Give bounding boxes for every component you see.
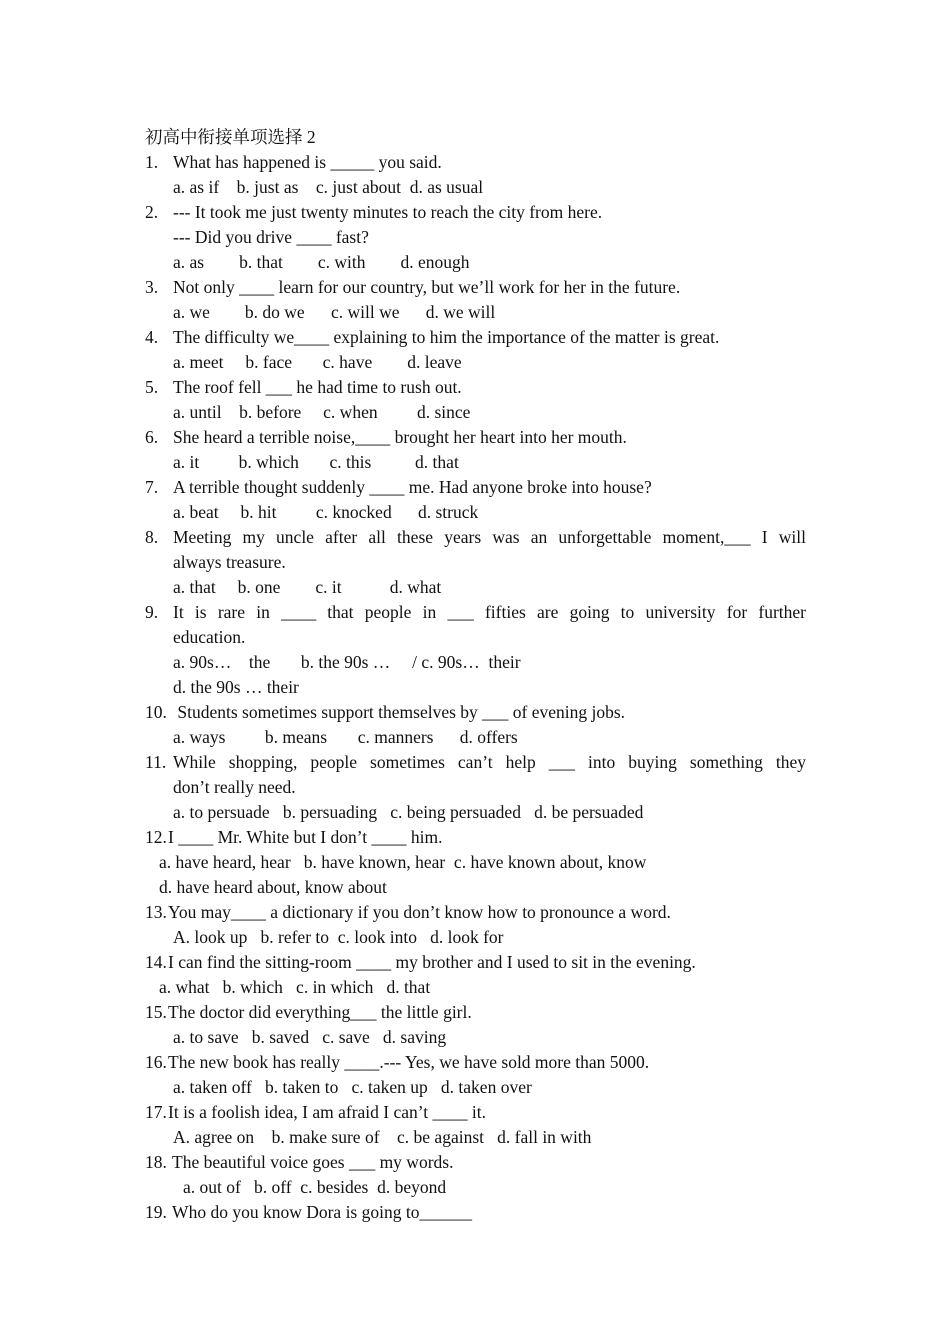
document-title: 初高中衔接单项选择 2 xyxy=(145,127,316,147)
question-text: It is a foolish idea, I am afraid I can’t ____ it. xyxy=(168,1102,486,1122)
question-text: The new book has really ____.--- Yes, we have sold more than 5000. xyxy=(168,1052,650,1072)
question-number: 4. xyxy=(145,327,159,347)
question-text: You may____ a dictionary if you don’t know how to pronounce a word. xyxy=(168,902,671,922)
question-number: 2. xyxy=(145,202,159,222)
question-number: 11. xyxy=(145,752,167,772)
question-text: I can find the sitting-room ____ my brother and I used to sit in the evening. xyxy=(168,952,696,972)
question-options-continued: d. have heard about, know about xyxy=(159,877,387,897)
question-options: a. meet b. face c. have d. leave xyxy=(173,352,462,372)
question-number: 7. xyxy=(145,477,159,497)
question-options: A. look up b. refer to c. look into d. look for xyxy=(173,927,504,947)
question-text: The roof fell ___ he had time to rush out. xyxy=(173,377,462,397)
question-options: a. until b. before c. when d. since xyxy=(173,402,471,422)
question-options: a. we b. do we c. will we d. we will xyxy=(173,302,496,322)
question-text: She heard a terrible noise,____ brought her heart into her mouth. xyxy=(173,427,627,447)
question-text-continued: --- Did you drive ____ fast? xyxy=(173,227,369,247)
question-options: a. as if b. just as c. just about d. as usual xyxy=(173,177,484,197)
question-number: 13. xyxy=(145,902,167,922)
question-options: a. taken off b. taken to c. taken up d. taken over xyxy=(173,1077,532,1097)
question-options-continued: d. the 90s … their xyxy=(173,677,299,697)
question-number: 15. xyxy=(145,1002,167,1022)
question-text-continued: always treasure. xyxy=(173,552,286,572)
question-options: a. have heard, hear b. have known, hear c. have known about, know xyxy=(159,852,647,872)
question-text: Students sometimes support themselves by ___ of evening jobs. xyxy=(173,702,626,722)
question-text: Meeting my uncle after all these years was an unforgettable moment,___ I will xyxy=(173,527,806,547)
question-text: The beautiful voice goes ___ my words. xyxy=(168,1152,454,1172)
question-number: 3. xyxy=(145,277,159,297)
question-number: 8. xyxy=(145,527,159,547)
question-options: a. beat b. hit c. knocked d. struck xyxy=(173,502,479,522)
question-text: Who do you know Dora is going to______ xyxy=(168,1202,472,1222)
question-text-continued: don’t really need. xyxy=(173,777,296,797)
question-number: 19. xyxy=(145,1202,167,1222)
question-options: a. what b. which c. in which d. that xyxy=(159,977,431,997)
question-number: 5. xyxy=(145,377,159,397)
question-text: The difficulty we____ explaining to him the importance of the matter is great. xyxy=(173,327,720,347)
question-options: a. out of b. off c. besides d. beyond xyxy=(183,1177,447,1197)
question-number: 10. xyxy=(145,702,167,722)
question-text: What has happened is _____ you said. xyxy=(173,152,442,172)
question-number: 1. xyxy=(145,152,159,172)
question-options: a. to persuade b. persuading c. being persuaded d. be persuaded xyxy=(173,802,644,822)
question-options: A. agree on b. make sure of c. be against d. fall in with xyxy=(173,1127,592,1147)
question-options: a. as b. that c. with d. enough xyxy=(173,252,470,272)
question-number: 6. xyxy=(145,427,159,447)
question-number: 18. xyxy=(145,1152,167,1172)
question-number: 17. xyxy=(145,1102,167,1122)
question-options: a. that b. one c. it d. what xyxy=(173,577,442,597)
question-options: a. 90s… the b. the 90s … / c. 90s… their xyxy=(173,652,521,672)
question-number: 14. xyxy=(145,952,167,972)
question-text: While shopping, people sometimes can’t help ___ into buying something they xyxy=(173,752,806,772)
question-text: A terrible thought suddenly ____ me. Had anyone broke into house? xyxy=(173,477,652,497)
question-text: Not only ____ learn for our country, but we’ll work for her in the future. xyxy=(173,277,681,297)
question-text: The doctor did everything___ the little girl. xyxy=(168,1002,472,1022)
question-options: a. it b. which c. this d. that xyxy=(173,452,459,472)
question-number: 9. xyxy=(145,602,159,622)
question-options: a. ways b. means c. manners d. offers xyxy=(173,727,518,747)
question-text: --- It took me just twenty minutes to reach the city from here. xyxy=(173,202,603,222)
question-options: a. to save b. saved c. save d. saving xyxy=(173,1027,447,1047)
question-text: I ____ Mr. White but I don’t ____ him. xyxy=(168,827,443,847)
question-text: It is rare in ____ that people in ___ fifties are going to university for further xyxy=(173,602,806,622)
question-text-continued: education. xyxy=(173,627,246,647)
question-number: 12. xyxy=(145,827,167,847)
question-number: 16. xyxy=(145,1052,167,1072)
